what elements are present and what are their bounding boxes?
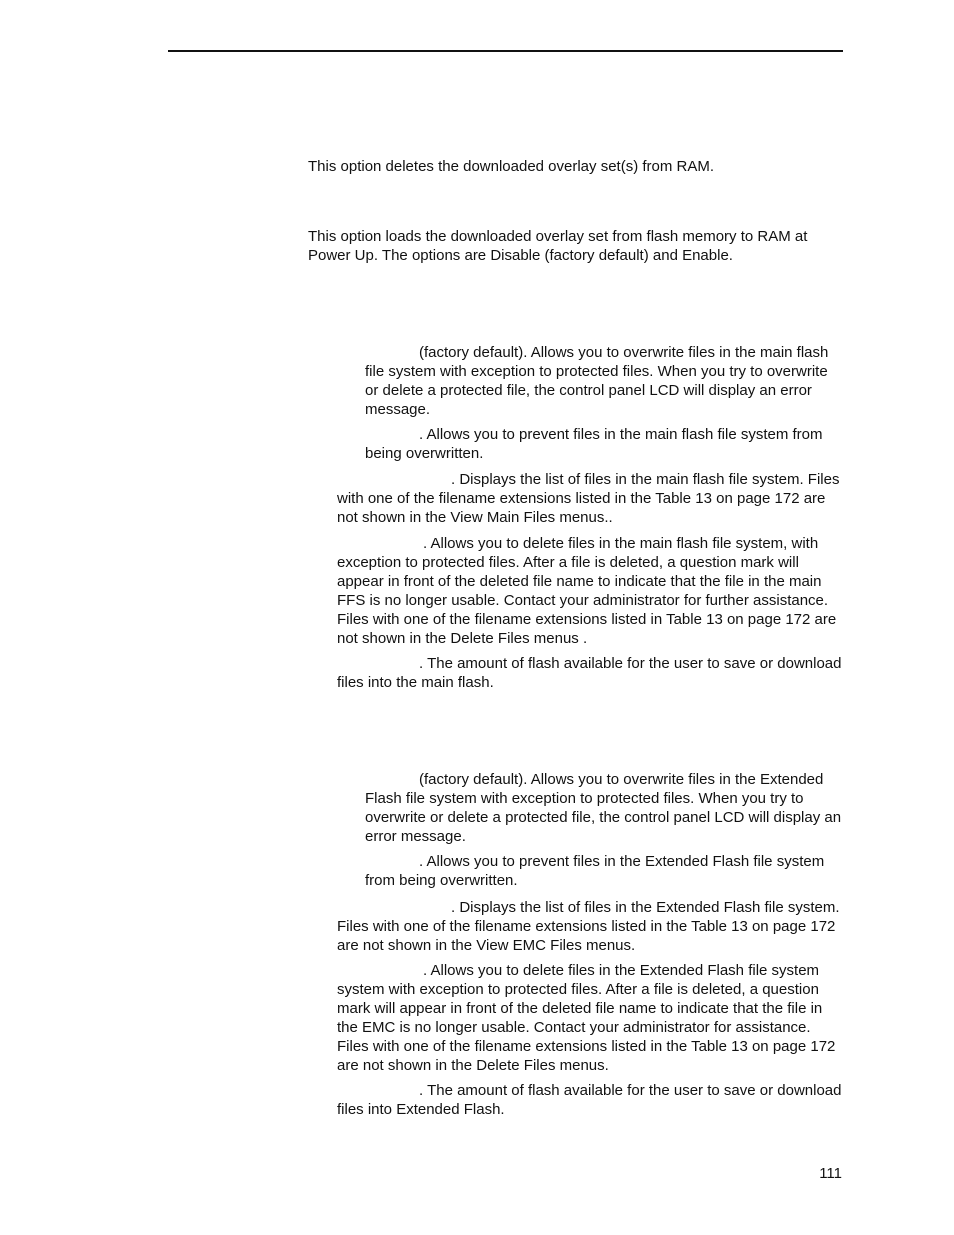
main-flash-enable-description: (factory default). Allows you to overwrite files in the main flash file system with exception to protected files. When you try to overwrite or delete a protected file, the control panel LCD will display an error message.	[365, 344, 829, 418]
extended-flash-free-space-description: . The amount of flash available for the user to save or download files into Extended Flash.	[337, 1082, 842, 1118]
main-flash-view-files-description: . Displays the list of files in the main flash file system. Files with one of the filename extensions listed in the Table 13 on page 172 are not shown in the View Main Files menus..	[337, 471, 840, 526]
overlay-load-description: This option loads the downloaded overlay set from flash memory to RAM at Power Up. The options are Disable (factory default) and Enable.	[308, 228, 808, 264]
main-flash-disable-description: . Allows you to prevent files in the main flash file system from being overwritten.	[365, 426, 823, 462]
extended-flash-delete-files-description: . Allows you to delete files in the Extended Flash file system system with exception to protected files. After a file is deleted, a question mark will appear in front of the deleted file name to indicate that the file in the EMC is no longer usable. Contact your administrator for assistance. Files with one of the filename extensions listed in the Table 13 on page 172 are not shown in the Delete Files menus.	[337, 962, 836, 1074]
extended-flash-view-files-description: . Displays the list of files in the Extended Flash file system. Files with one of the filename extensions listed in the Table 13 on page 172 are not shown in the View EMC Files menus.	[337, 899, 840, 954]
main-flash-delete-files-description: . Allows you to delete files in the main flash file system, with exception to protected files. After a file is deleted, a question mark will appear in front of the deleted file name to indicate that the file in the main FFS is no longer usable. Contact your administrator for further assistance. Files with one of the filename extensions listed in Table 13 on page 172 are not shown in the Delete Files menus .	[337, 535, 837, 647]
header-rule	[168, 50, 843, 52]
page-number: 111	[819, 1165, 842, 1182]
main-flash-free-space-description: . The amount of flash available for the user to save or download files into the main flash.	[337, 655, 842, 691]
overlay-delete-description: This option deletes the downloaded overlay set(s) from RAM.	[308, 158, 715, 175]
extended-flash-disable-description: . Allows you to prevent files in the Extended Flash file system from being overwritten.	[365, 853, 825, 889]
extended-flash-enable-description: (factory default). Allows you to overwrite files in the Extended Flash file system with exception to protected files. When you try to overwrite or delete a protected file, the control panel LCD will display an error message.	[365, 771, 842, 845]
